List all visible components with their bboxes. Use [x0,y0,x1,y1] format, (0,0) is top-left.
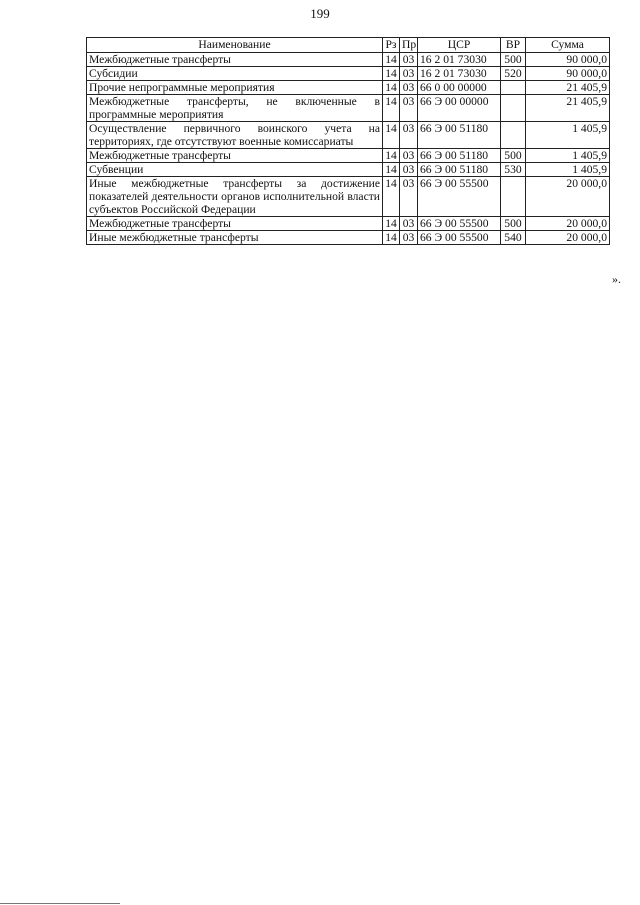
row-csr: 66 Э 00 00000 [418,95,501,122]
header-name: Наименование [87,38,383,53]
row-vr [501,177,526,217]
row-name: Иные межбюджетные трансферты за достижение показателей деятельности органов исполнительной власти субъектов Российской Федерации [87,177,383,217]
row-csr: 66 Э 00 55500 [418,231,501,245]
row-rz: 14 [383,149,400,163]
header-sum: Сумма [526,38,610,53]
table-row [87,81,610,95]
row-name: Прочие непрограммные мероприятия [87,81,383,95]
row-csr: 16 2 01 73030 [418,67,501,81]
budget-table-container [86,37,610,245]
row-vr: 500 [501,149,526,163]
row-name: Межбюджетные трансферты [87,53,383,67]
row-pr: 03 [400,149,418,163]
row-sum: 21 405,9 [526,81,610,95]
row-sum: 90 000,0 [526,67,610,81]
row-rz: 14 [383,217,400,231]
page-number: 199 [310,6,330,21]
row-sum: 1 405,9 [526,149,610,163]
row-vr [501,122,526,149]
row-name: Иные межбюджетные трансферты [87,231,383,245]
header-pr: Пр [400,38,418,53]
row-pr: 03 [400,231,418,245]
row-pr: 03 [400,163,418,177]
table-row [87,163,610,177]
table-row [87,231,610,245]
row-csr: 66 Э 00 51180 [418,149,501,163]
row-rz: 14 [383,177,400,217]
budget-table [86,37,610,245]
table-row [87,177,610,217]
row-name: Межбюджетные трансферты [87,217,383,231]
row-rz: 14 [383,231,400,245]
table-row [87,149,610,163]
row-rz: 14 [383,53,400,67]
row-vr: 520 [501,67,526,81]
row-pr: 03 [400,53,418,67]
row-pr: 03 [400,95,418,122]
row-sum: 20 000,0 [526,231,610,245]
row-rz: 14 [383,95,400,122]
header-csr: ЦСР [418,38,501,53]
row-rz: 14 [383,67,400,81]
row-name: Субвенции [87,163,383,177]
row-pr: 03 [400,177,418,217]
row-sum: 20 000,0 [526,177,610,217]
table-row [87,95,610,122]
row-pr: 03 [400,67,418,81]
row-sum: 21 405,9 [526,95,610,122]
row-csr: 66 Э 00 51180 [418,163,501,177]
row-csr: 66 Э 00 51180 [418,122,501,149]
row-csr: 66 0 00 00000 [418,81,501,95]
row-sum: 90 000,0 [526,53,610,67]
row-name: Межбюджетные трансферты, не включенные в программные мероприятия [87,95,383,122]
row-name: Субсидии [87,67,383,81]
row-csr: 16 2 01 73030 [418,53,501,67]
table-row [87,122,610,149]
row-csr: 66 Э 00 55500 [418,177,501,217]
row-vr: 530 [501,163,526,177]
scan-artifact-line [0,903,120,904]
row-vr [501,81,526,95]
row-sum: 1 405,9 [526,163,610,177]
row-name: Межбюджетные трансферты [87,149,383,163]
row-pr: 03 [400,81,418,95]
table-row [87,67,610,81]
header-vr: ВР [501,38,526,53]
row-pr: 03 [400,122,418,149]
row-vr: 500 [501,53,526,67]
row-rz: 14 [383,81,400,95]
table-row [87,217,610,231]
row-pr: 03 [400,217,418,231]
table-header-row [87,38,610,53]
row-rz: 14 [383,163,400,177]
row-vr: 540 [501,231,526,245]
header-rz: Рз [383,38,400,53]
row-csr: 66 Э 00 55500 [418,217,501,231]
table-row [87,53,610,67]
row-rz: 14 [383,122,400,149]
closing-quote-mark: ». [612,272,621,286]
row-vr [501,95,526,122]
row-name: Осуществление первичного воинского учета на территориях, где отсутствуют военные комиссариаты [87,122,383,149]
row-sum: 1 405,9 [526,122,610,149]
row-vr: 500 [501,217,526,231]
row-sum: 20 000,0 [526,217,610,231]
